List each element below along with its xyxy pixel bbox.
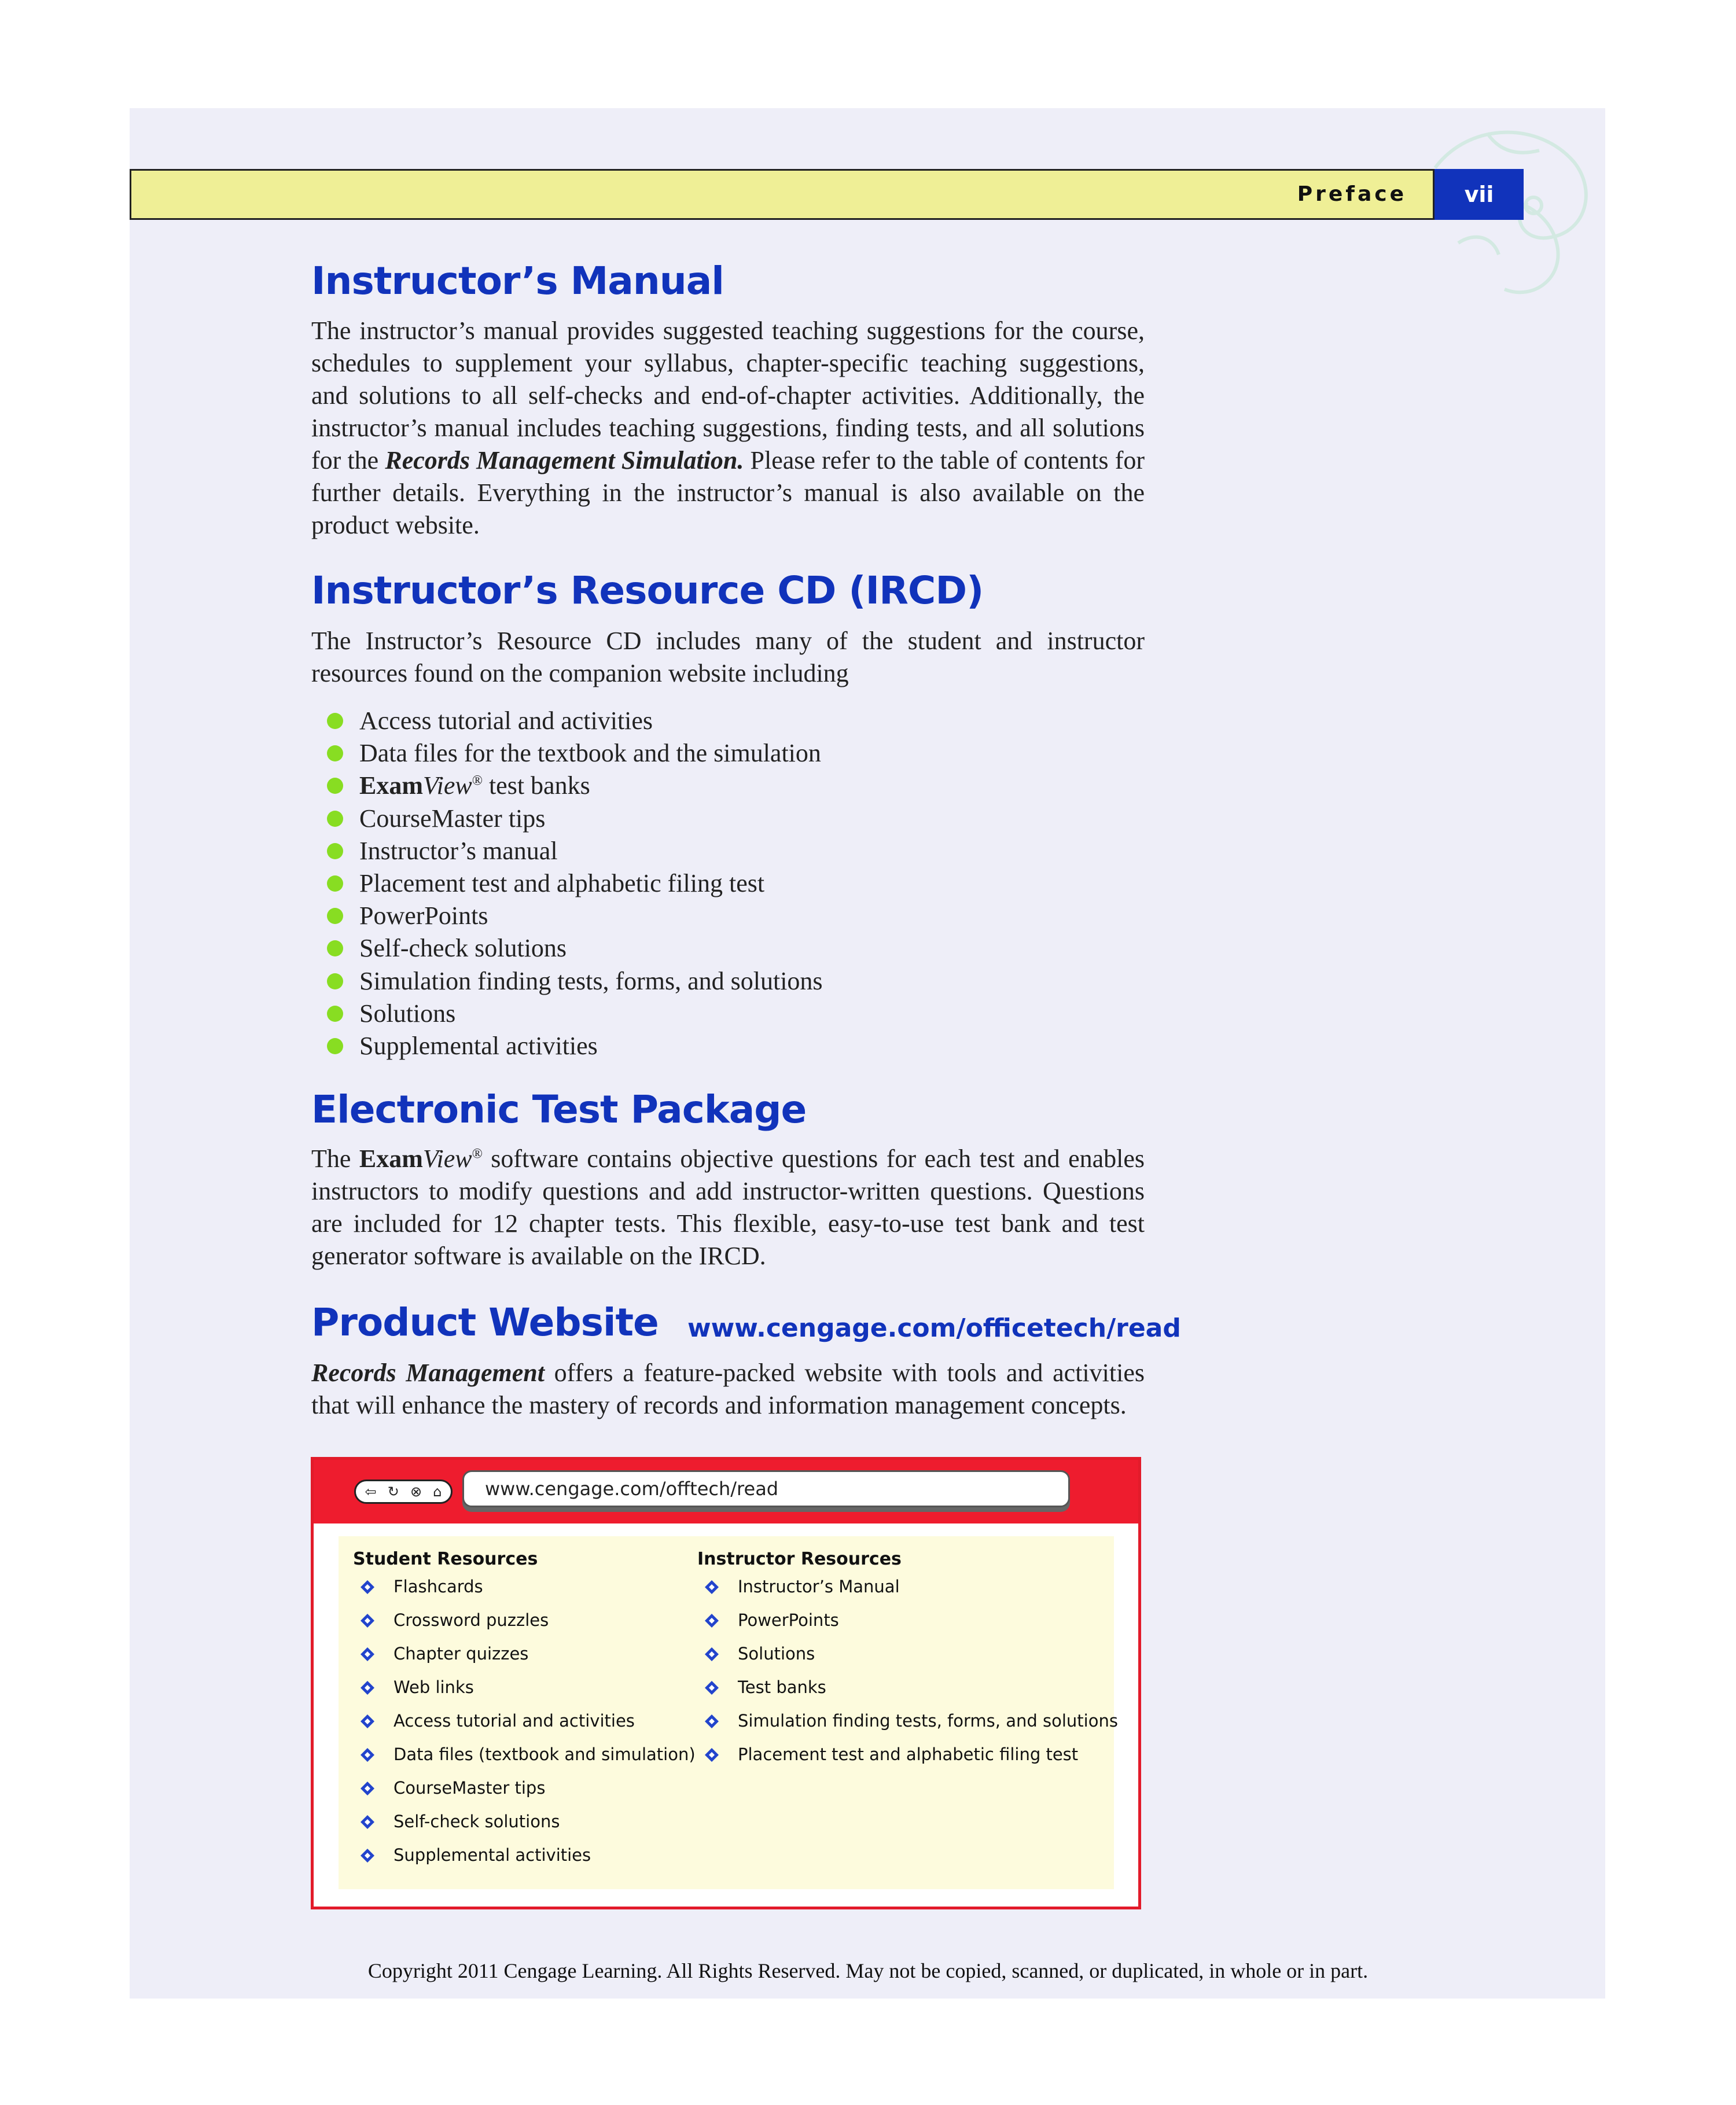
- list-item: Access tutorial and activities: [327, 705, 823, 737]
- list-item[interactable]: Self-check solutions: [353, 1809, 696, 1842]
- list-item[interactable]: Data files (textbook and simulation): [353, 1742, 696, 1775]
- browser-toolbar: [314, 1460, 1138, 1523]
- list-item: ExamView® test banks: [327, 770, 823, 802]
- back-arrow-icon[interactable]: ⇦: [365, 1484, 377, 1500]
- page-number: vii: [1435, 169, 1524, 220]
- diamond-bullet-icon: [360, 1580, 375, 1595]
- diamond-bullet-icon: [704, 1714, 719, 1729]
- list-item[interactable]: CourseMaster tips: [353, 1775, 696, 1809]
- list-item: Instructor’s manual: [327, 835, 823, 867]
- diamond-bullet-icon: [704, 1680, 719, 1695]
- running-header-label: Preface: [1297, 182, 1407, 206]
- list-item[interactable]: Placement test and alphabetic filing test: [697, 1742, 1118, 1775]
- bullet-dot: [327, 778, 343, 794]
- diamond-bullet-icon: [360, 1815, 375, 1830]
- list-item[interactable]: Crossword puzzles: [353, 1607, 696, 1641]
- product-website-link[interactable]: www.cengage.com/officetech/read: [687, 1313, 1181, 1343]
- list-item: Supplemental activities: [327, 1030, 823, 1062]
- diamond-bullet-icon: [360, 1848, 375, 1863]
- bullet-dot: [327, 811, 343, 827]
- ircd-intro-paragraph: The Instructor’s Resource CD includes many of the student and instructor resources found on the companion website including: [311, 627, 1145, 687]
- diamond-bullet-icon: [360, 1714, 375, 1729]
- instructor-resources-list: [697, 1574, 1118, 1775]
- ircd-resource-list: [327, 705, 823, 1062]
- instructor-resources-column: [697, 1549, 1118, 1775]
- diamond-bullet-icon: [704, 1647, 719, 1662]
- refresh-icon[interactable]: ↻: [387, 1484, 399, 1500]
- list-item[interactable]: Solutions: [697, 1641, 1118, 1675]
- bullet-dot: [327, 973, 343, 989]
- list-item[interactable]: Instructor’s Manual: [697, 1574, 1118, 1607]
- list-item[interactable]: Simulation finding tests, forms, and solutions: [697, 1708, 1118, 1742]
- bullet-dot: [327, 940, 343, 956]
- electronic-test-paragraph: The ExamView® software contains objective questions for each test and enables instructors to modify questions and add instructor-written questions. Questions are included for 12 chapter tests. This flexible, easy-to-use test bank and test generator software is available on the IRCD.: [311, 1144, 1145, 1270]
- section-title-instructors-manual: Instructor’s Manual: [311, 259, 724, 303]
- resources-panel: [339, 1536, 1118, 1889]
- bullet-dot: [327, 745, 343, 761]
- browser-nav-buttons: [354, 1480, 453, 1504]
- list-item: PowerPoints: [327, 900, 823, 932]
- browser-address-bar[interactable]: www.cengage.com/offtech/read: [462, 1470, 1070, 1507]
- bullet-dot: [327, 875, 343, 892]
- diamond-bullet-icon: [360, 1613, 375, 1628]
- list-item: Simulation finding tests, forms, and solutions: [327, 965, 823, 998]
- student-resources-list: [353, 1574, 696, 1876]
- list-item[interactable]: Access tutorial and activities: [353, 1708, 696, 1742]
- list-item[interactable]: Supplemental activities: [353, 1842, 696, 1876]
- bullet-dot: [327, 713, 343, 729]
- section-title-ircd: Instructor’s Resource CD (IRCD): [311, 568, 984, 613]
- list-item: Data files for the textbook and the simulation: [327, 737, 823, 770]
- student-resources-column: [353, 1549, 696, 1876]
- bullet-dot: [327, 843, 343, 859]
- diamond-bullet-icon: [704, 1747, 719, 1762]
- diamond-bullet-icon: [360, 1647, 375, 1662]
- list-item[interactable]: PowerPoints: [697, 1607, 1118, 1641]
- section-title-product-website: Product Website: [311, 1300, 659, 1345]
- running-header-bar: [130, 169, 1435, 220]
- list-item: CourseMaster tips: [327, 803, 823, 835]
- copyright-footer: Copyright 2011 Cengage Learning. All Rights Reserved. May not be copied, scanned, or duplicated, in whole or in part.: [367, 1959, 1369, 1982]
- list-item: Self-check solutions: [327, 932, 823, 965]
- list-item: Placement test and alphabetic filing test: [327, 867, 823, 900]
- records-management-emphasis: Records Management: [311, 1359, 545, 1387]
- student-resources-title: Student Resources: [353, 1549, 538, 1569]
- bullet-dot: [327, 1006, 343, 1022]
- bullet-dot: [327, 908, 343, 924]
- home-icon[interactable]: ⌂: [433, 1484, 442, 1500]
- section-title-electronic-test-package: Electronic Test Package: [311, 1087, 807, 1132]
- diamond-bullet-icon: [360, 1680, 375, 1695]
- stop-icon[interactable]: ⊗: [410, 1484, 422, 1500]
- list-item[interactable]: Flashcards: [353, 1574, 696, 1607]
- bullet-dot: [327, 1038, 343, 1054]
- list-item[interactable]: Test banks: [697, 1675, 1118, 1708]
- diamond-bullet-icon: [704, 1580, 719, 1595]
- list-item: Solutions: [327, 998, 823, 1030]
- diamond-bullet-icon: [704, 1613, 719, 1628]
- list-item[interactable]: Chapter quizzes: [353, 1641, 696, 1675]
- diamond-bullet-icon: [360, 1747, 375, 1762]
- records-management-simulation-emphasis: Records Management Simulation.: [385, 446, 744, 474]
- instructors-manual-paragraph: The instructor’s manual provides suggested teaching suggestions for the course, schedules to supplement your syllabus, chapter-specific teaching suggestions, and solutions to all self-checks and end-of-chapter activities. Additionally, the instructor’s manual includes teaching suggestions, finding tests, and all solutions for the Records Management Simulation. Please refer to the table of contents for further details. Everything in the instructor’s manual is also available on the product website.: [311, 317, 1145, 539]
- product-website-paragraph: Records Management offers a feature-packed website with tools and activities that will enhance the mastery of records and information management concepts.: [311, 1359, 1145, 1419]
- instructor-resources-title: Instructor Resources: [697, 1549, 902, 1569]
- diamond-bullet-icon: [360, 1781, 375, 1796]
- list-item[interactable]: Web links: [353, 1675, 696, 1708]
- website-browser-illustration: [311, 1457, 1141, 1909]
